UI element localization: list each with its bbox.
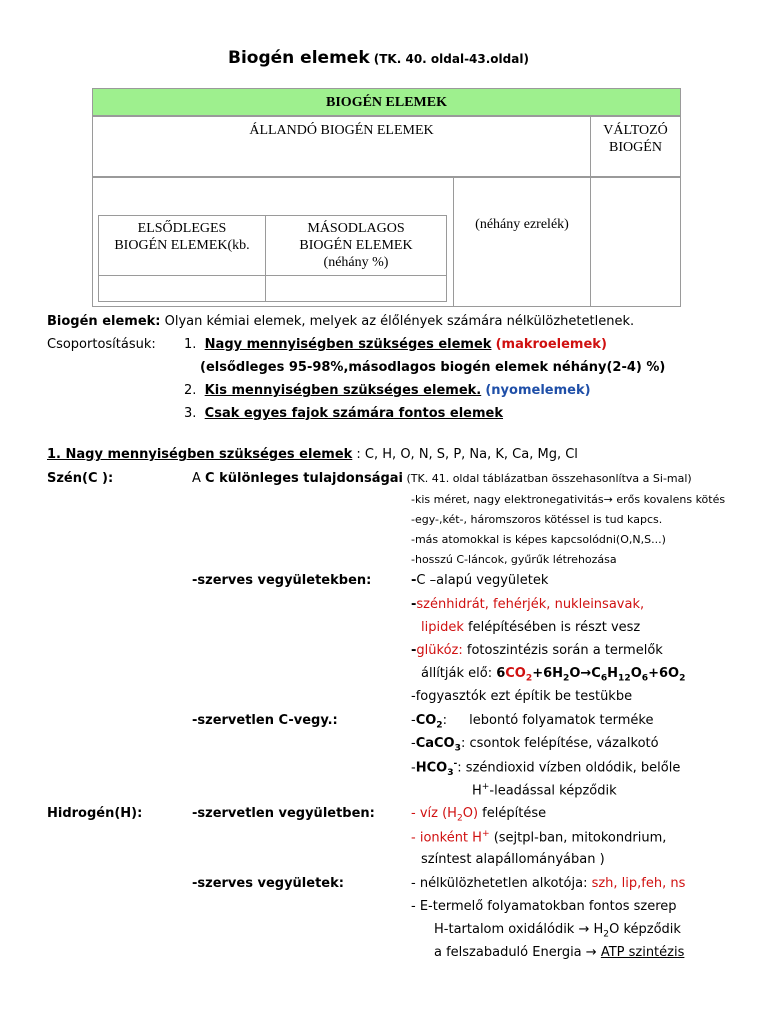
carbon-prop-2: -egy-,két-, háromszoros kötéssel is tud kapcs. bbox=[411, 513, 663, 526]
photosynthesis-equation bbox=[496, 666, 686, 684]
masodlagos-label bbox=[265, 220, 447, 271]
elsodleges-label bbox=[98, 220, 266, 254]
o4-text: fotoszintézis során a termelők bbox=[462, 643, 663, 658]
hydrogen-line-3: színtest alapállományában ) bbox=[421, 852, 605, 867]
o3-text: felépítésében is részt vesz bbox=[463, 620, 641, 635]
i1-a: - bbox=[411, 713, 416, 728]
hydrogen-line-1 bbox=[411, 806, 546, 824]
eq-b: CO bbox=[505, 666, 526, 681]
hydrogen-line-2 bbox=[411, 829, 666, 845]
eq-e: H bbox=[607, 666, 619, 681]
o2-dash: - bbox=[411, 597, 417, 612]
group-2-note: (nyomelemek) bbox=[485, 383, 591, 398]
h2-a: - bbox=[411, 830, 420, 846]
eq-c: +6H bbox=[532, 666, 564, 681]
o3-red: lipidek bbox=[421, 620, 464, 635]
o4-red: glükóz: bbox=[416, 643, 463, 658]
elsodleges-line1: ELSŐDLEGES bbox=[137, 221, 227, 236]
o1-text: C –alapú vegyületek bbox=[416, 573, 549, 588]
h2-b: (sejtpl-ban, mitokondrium, bbox=[489, 830, 667, 846]
i3-c: : széndioxid vízben oldódik, belőle bbox=[457, 760, 681, 776]
i1-c: : bbox=[442, 713, 448, 728]
hydrogen-line-6 bbox=[434, 922, 681, 940]
o5-text: állítják elő: bbox=[421, 666, 497, 681]
masodlagos-line1: MÁSODLAGOS bbox=[307, 221, 405, 236]
carbon-inorganic-2 bbox=[411, 736, 659, 754]
section-1-heading bbox=[47, 447, 578, 462]
valtozo-line2: BIOGÉN bbox=[609, 140, 662, 155]
group-1-note: (makroelemek) bbox=[495, 337, 607, 352]
eq-e-sub: 12 bbox=[618, 673, 631, 684]
eq-d-sub: 6 bbox=[600, 673, 608, 684]
i4-b: -leadással képződik bbox=[489, 783, 617, 799]
carbon-inorganic-1 bbox=[411, 713, 653, 731]
group-3-num: 3. bbox=[184, 406, 197, 421]
eq-b-sub: 2 bbox=[525, 673, 533, 684]
group-1-text: Nagy mennyiségben szükséges elemek bbox=[204, 337, 492, 352]
definition-text: Olyan kémiai elemek, melyek az élőlények számára nélkülözhetetlenek. bbox=[164, 314, 635, 329]
table-header: BIOGÉN ELEMEK bbox=[326, 95, 447, 110]
masodlagos-value-cell bbox=[265, 275, 447, 302]
group-2-text: Kis mennyiségben szükséges elemek. bbox=[204, 383, 482, 398]
i2-c: : csontok felépítése, vázalkotó bbox=[460, 736, 659, 751]
carbon-prop-4: -hosszú C-láncok, gyűrűk létrehozása bbox=[411, 553, 617, 566]
eq-g-sub: 2 bbox=[679, 673, 686, 684]
hydrogen-label: Hidrogén(H): bbox=[47, 806, 143, 821]
props-lead: A bbox=[192, 471, 206, 486]
carbon-organic-label: -szerves vegyületekben: bbox=[192, 573, 372, 588]
h4-a: - nélkülözhetetlen alkotója: bbox=[411, 876, 592, 891]
h6-b: O képződik bbox=[609, 922, 681, 937]
eq-a: 6 bbox=[496, 666, 506, 681]
eq-c-sub: 2 bbox=[563, 673, 570, 684]
carbon-inorganic-4 bbox=[472, 782, 617, 798]
carbon-organic-4 bbox=[411, 643, 663, 658]
hydrogen-line-7 bbox=[434, 945, 684, 960]
props-bold: különleges tulajdonságai bbox=[214, 471, 403, 486]
masodlagos-line2: BIOGÉN ELEMEK bbox=[299, 238, 413, 253]
o4-dash: - bbox=[411, 643, 417, 658]
eq-d: O→C bbox=[569, 666, 601, 681]
definition-label: Biogén elemek: bbox=[47, 314, 161, 329]
page-title bbox=[228, 48, 529, 68]
h7-u: ATP szintézis bbox=[600, 945, 685, 960]
carbon-organic-5 bbox=[421, 666, 685, 684]
valtozo-label bbox=[590, 122, 681, 156]
carbon-organic-6: -fogyasztók ezt építik be testükbe bbox=[411, 689, 633, 704]
hydrogen-inorganic-label: -szervetlen vegyületben: bbox=[192, 806, 375, 821]
carbon-prop-3: -más atomokkal is képes kapcsolódni(O,N,S...) bbox=[411, 533, 666, 546]
i3-sub: 3 bbox=[447, 767, 454, 778]
carbon-prop-1: -kis méret, nagy elektronegativitás→ erős kovalens kötés bbox=[411, 493, 726, 506]
eq-g: +6O bbox=[648, 666, 680, 681]
group-3 bbox=[184, 406, 503, 421]
group-1-sub: (elsődleges 95-98%,másodlagos biogén elemek néhány(2-4) %) bbox=[200, 360, 666, 375]
hydrogen-line-4 bbox=[411, 876, 685, 891]
h2-red: ionként H bbox=[419, 830, 482, 846]
h1-red: víz (H bbox=[419, 806, 457, 821]
group-1-num: 1. bbox=[184, 337, 197, 352]
nehany-label: (néhány ezrelék) bbox=[475, 217, 569, 232]
i2-b: CaCO bbox=[415, 736, 455, 751]
i1-d: lebontó folyamatok terméke bbox=[469, 713, 654, 728]
eq-f: O bbox=[630, 666, 642, 681]
i3-sup: - bbox=[453, 759, 458, 769]
hydrogen-organic-label: -szerves vegyületek: bbox=[192, 876, 344, 891]
definition bbox=[47, 314, 634, 329]
i1-sub: 2 bbox=[436, 720, 443, 731]
h1-red2: O) bbox=[462, 806, 479, 821]
h1-sub: 2 bbox=[456, 813, 463, 824]
i4-sup: + bbox=[481, 782, 490, 792]
carbon-inorganic-3 bbox=[411, 759, 680, 778]
i3-b: HCO bbox=[415, 760, 448, 776]
elsodleges-value-cell bbox=[98, 275, 266, 302]
h1-b: felépítése bbox=[478, 806, 547, 821]
props-c: C bbox=[205, 471, 215, 486]
group-2-num: 2. bbox=[184, 383, 197, 398]
hydrogen-line-5: - E-termelő folyamatokban fontos szerep bbox=[411, 899, 677, 914]
nehany-cell bbox=[453, 177, 591, 307]
valtozo-empty-cell bbox=[590, 177, 681, 307]
props-ref: (TK. 41. oldal táblázatban összehasonlítva a Si-mal) bbox=[403, 472, 692, 485]
carbon-organic-3 bbox=[421, 620, 640, 635]
masodlagos-line3: (néhány %) bbox=[323, 255, 389, 270]
h2-sup: + bbox=[481, 829, 490, 839]
h6-sub: 2 bbox=[603, 929, 610, 940]
elsodleges-line2: BIOGÉN ELEMEK(kb. bbox=[114, 238, 250, 253]
i2-a: - bbox=[411, 736, 416, 751]
section-1-elements: : C, H, O, N, S, P, Na, K, Ca, Mg, Cl bbox=[356, 447, 578, 462]
i2-sub: 3 bbox=[454, 743, 461, 754]
section-1-title: 1. Nagy mennyiségben szükséges elemek bbox=[47, 447, 353, 462]
h7-a: a felszabaduló Energia → bbox=[434, 945, 601, 960]
group-3-text: Csak egyes fajok számára fontos elemek bbox=[204, 406, 504, 421]
group-1 bbox=[184, 337, 607, 352]
carbon-label: Szén(C ): bbox=[47, 471, 114, 486]
carbon-properties-heading bbox=[192, 471, 692, 486]
allando-label: ÁLLANDÓ BIOGÉN ELEMEK bbox=[249, 123, 434, 138]
group-2 bbox=[184, 383, 591, 398]
carbon-organic-2 bbox=[411, 597, 644, 612]
eq-f-sub: 6 bbox=[641, 673, 649, 684]
valtozo-line1: VÁLTOZÓ bbox=[603, 123, 668, 138]
title-main: Biogén elemek bbox=[228, 48, 370, 68]
groups-label: Csoportosításuk: bbox=[47, 337, 156, 352]
h1-a: - bbox=[411, 806, 420, 821]
i3-a: - bbox=[411, 760, 416, 776]
i4-a: H bbox=[472, 783, 482, 799]
o1-dash: - bbox=[411, 573, 417, 588]
carbon-organic-1 bbox=[411, 573, 548, 588]
carbon-inorganic-label: -szervetlen C-vegy.: bbox=[192, 713, 338, 728]
title-reference: (TK. 40. oldal-43.oldal) bbox=[373, 52, 529, 66]
o2-text: szénhidrát, fehérjék, nukleinsavak, bbox=[416, 597, 645, 612]
h6-a: H-tartalom oxidálódik → H bbox=[434, 922, 604, 937]
i1-b: CO bbox=[415, 713, 437, 728]
h4-red: szh, lip,feh, ns bbox=[591, 876, 686, 891]
